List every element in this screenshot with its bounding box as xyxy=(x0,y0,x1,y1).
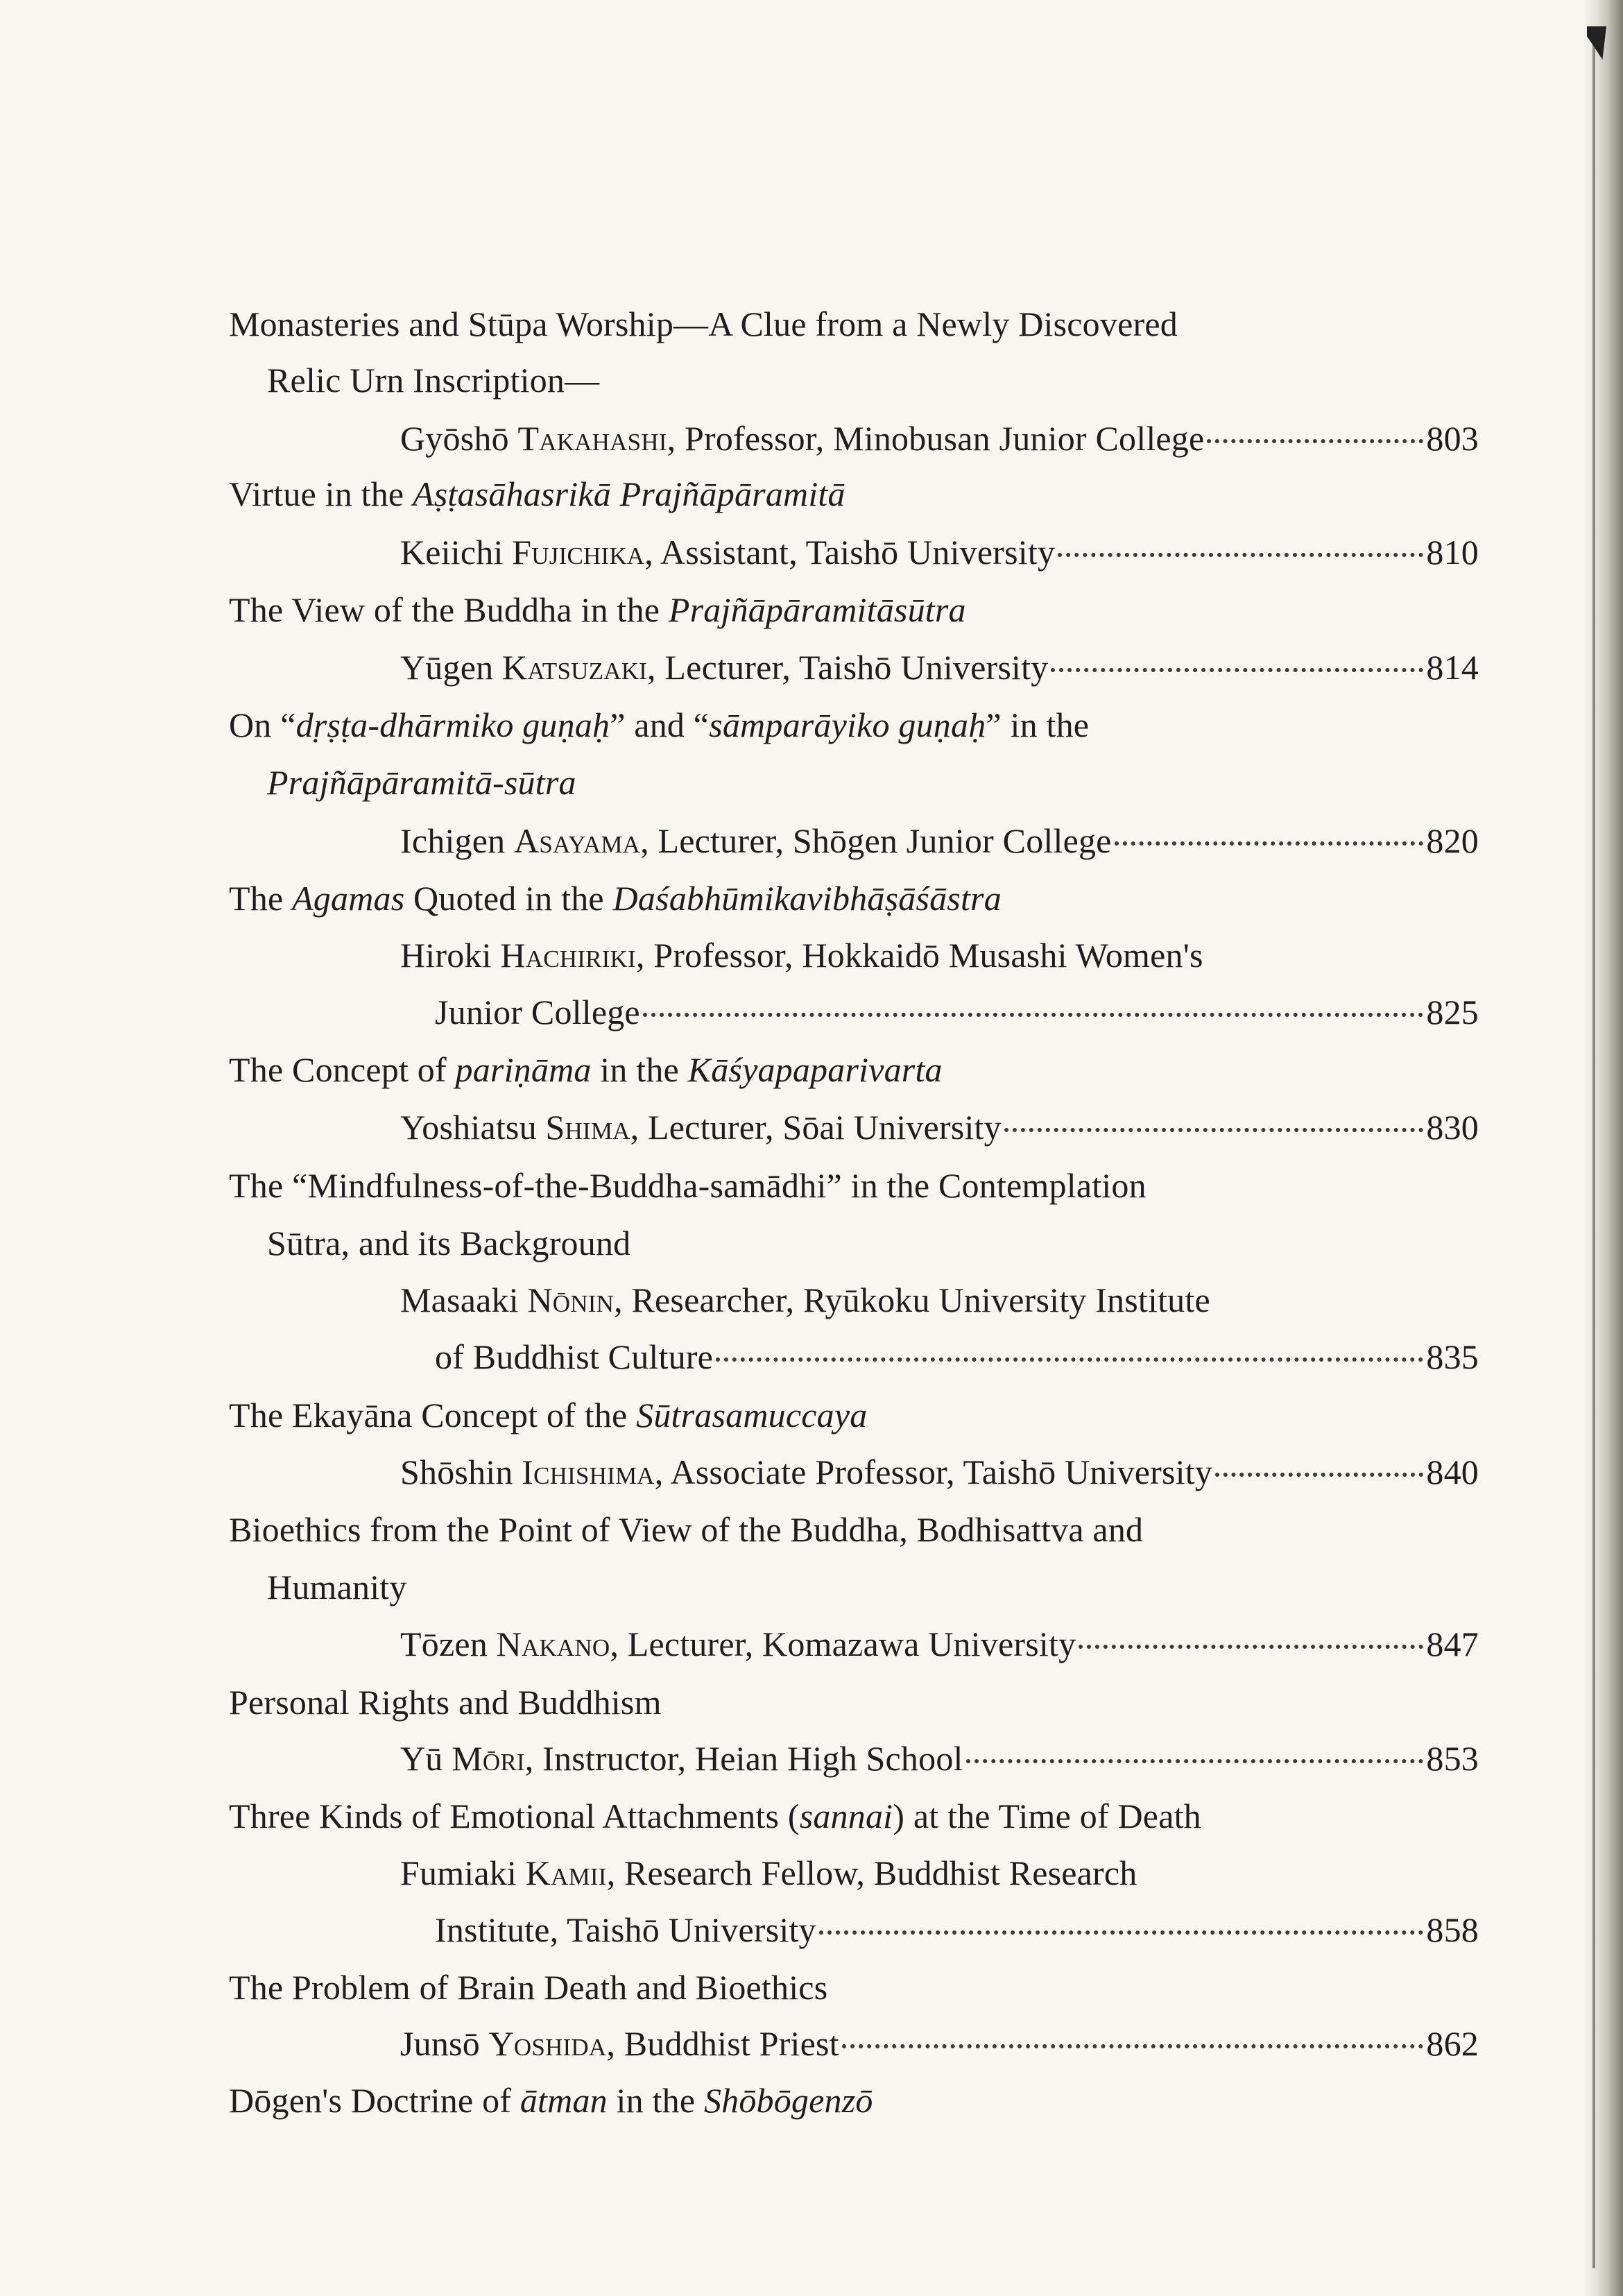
italic-title: Sūtrasamuccaya xyxy=(636,1396,868,1434)
author-given-name: Hiroki xyxy=(400,936,492,975)
author-affiliation: , Lecturer, Sōai University xyxy=(630,1108,1002,1147)
entry-author-continued xyxy=(435,990,1479,1034)
author-given-name: Junsō xyxy=(400,2024,480,2063)
author-given-name: Yū xyxy=(400,1739,443,1778)
author-affiliation: , Research Fellow, Buddhist Research xyxy=(606,1853,1137,1892)
page-number: 820 xyxy=(1426,821,1479,860)
author-affiliation: , Researcher, Ryūkoku University Institute xyxy=(614,1280,1210,1319)
entry-author-line xyxy=(400,933,1479,977)
author-affiliation: , Instructor, Heian High School xyxy=(524,1739,963,1778)
entry-author-line xyxy=(400,530,1479,574)
entry-author-line xyxy=(400,1105,1479,1149)
author-given-name: Masaaki xyxy=(400,1280,519,1319)
entry-author-continued xyxy=(435,1335,1479,1379)
entry-title: Dōgen's Doctrine of ātman in the Shōbōgenzō xyxy=(229,2081,873,2120)
dot-leader xyxy=(716,1357,1423,1362)
author-surname: Fujichika xyxy=(512,533,645,572)
author-affiliation: , Associate Professor, Taishō University xyxy=(654,1453,1213,1491)
entry-title: The View of the Buddha in the Prajñāpāramitāsūtra xyxy=(229,590,966,629)
author-affiliation: , Lecturer, Taishō University xyxy=(647,648,1049,687)
entry-title: On “dṛṣṭa-dhārmiko guṇaḥ” and “sāmparāyiko guṇaḥ” in the xyxy=(229,705,1090,744)
author-affiliation: of Buddhist Culture xyxy=(435,1337,714,1376)
author-affiliation: , Lecturer, Shōgen Junior College xyxy=(640,821,1112,860)
entry-title: Bioethics from the Point of View of the Buddha, Bodhisattva and xyxy=(229,1510,1144,1549)
entry-title: The Problem of Brain Death and Bioethics xyxy=(229,1968,828,2007)
author-affiliation: , Buddhist Priest xyxy=(606,2024,839,2063)
author-affiliation: , Assistant, Taishō University xyxy=(644,533,1056,572)
dot-leader xyxy=(1004,1127,1424,1132)
entry-title-continued: Relic Urn Inscription— xyxy=(267,361,600,400)
entry-title: The Ekayāna Concept of the Sūtrasamuccaya xyxy=(229,1396,868,1434)
page-number: 803 xyxy=(1426,419,1479,458)
dot-leader xyxy=(1215,1472,1423,1477)
page-number: 830 xyxy=(1426,1108,1479,1147)
dot-leader xyxy=(1115,841,1424,846)
dot-leader xyxy=(1207,438,1423,443)
entry-title: The “Mindfulness-of-the-Buddha-samādhi” in the Contemplation xyxy=(229,1166,1147,1205)
page-number: 847 xyxy=(1426,1625,1479,1663)
entry-author-continued xyxy=(435,1908,1479,1952)
author-given-name: Yoshiatsu xyxy=(400,1108,537,1147)
dot-leader xyxy=(643,1012,1424,1017)
page-number: 853 xyxy=(1426,1739,1479,1778)
entry-author-line xyxy=(400,1450,1479,1494)
entry-title: Virtue in the Aṣṭasāhasrikā Prajñāpāramitā xyxy=(229,474,845,513)
entry-title: Personal Rights and Buddhism xyxy=(229,1683,662,1722)
dot-leader xyxy=(1079,1644,1423,1649)
author-surname: Nakano xyxy=(496,1625,610,1663)
page-number: 858 xyxy=(1426,1910,1479,1949)
entry-author-line xyxy=(400,2021,1479,2066)
author-given-name: Gyōshō xyxy=(400,419,509,458)
entry-title: The Agamas Quoted in the Daśabhūmikavibhāṣāśāstra xyxy=(229,879,1002,918)
entry-title: Monasteries and Stūpa Worship—A Clue from a Newly Discovered xyxy=(229,305,1178,343)
page-number: 810 xyxy=(1426,533,1479,572)
author-affiliation: Institute, Taishō University xyxy=(435,1910,816,1949)
entry-author-line xyxy=(400,819,1479,863)
page-number: 862 xyxy=(1426,2024,1479,2063)
dot-leader xyxy=(842,2044,1424,2048)
italic-title: Aṣṭasāhasrikā Prajñāpāramitā xyxy=(413,474,845,513)
entry-title-continued: Sūtra, and its Background xyxy=(267,1224,631,1262)
dot-leader xyxy=(966,1758,1424,1763)
author-surname: Mōri xyxy=(452,1739,525,1778)
author-affiliation: Junior College xyxy=(435,993,640,1031)
entry-title: The Concept of pariṇāma in the Kāśyapaparivarta xyxy=(229,1050,943,1089)
author-surname: Hachiriki xyxy=(500,936,636,975)
dot-leader xyxy=(1058,552,1423,557)
entry-author-line xyxy=(400,1278,1479,1322)
entry-author-line xyxy=(400,1622,1479,1666)
author-surname: Kamii xyxy=(525,1853,607,1892)
page-number: 825 xyxy=(1426,993,1479,1031)
author-surname: Shima xyxy=(545,1108,630,1147)
dot-leader xyxy=(819,1930,1424,1935)
entry-title: Three Kinds of Emotional Attachments (sannai) at the Time of Death xyxy=(229,1797,1201,1835)
author-given-name: Yūgen xyxy=(400,648,494,687)
author-given-name: Fumiaki xyxy=(400,1853,517,1892)
author-surname: Nōnin xyxy=(527,1280,615,1319)
author-surname: Yoshida xyxy=(488,2024,607,2063)
italic-title: Prajñāpāramitāsūtra xyxy=(668,590,966,629)
entry-author-line xyxy=(400,1851,1479,1895)
entry-title-continued: Humanity xyxy=(267,1568,407,1607)
entry-author-line xyxy=(400,1736,1479,1781)
author-given-name: Tōzen xyxy=(400,1625,488,1663)
author-given-name: Ichigen xyxy=(400,821,506,860)
dot-leader xyxy=(1051,667,1423,672)
author-surname: Ichishima xyxy=(522,1453,655,1491)
author-given-name: Shōshin xyxy=(400,1453,513,1491)
page-number: 835 xyxy=(1426,1337,1479,1376)
author-affiliation: , Professor, Minobusan Junior College xyxy=(667,419,1205,458)
author-surname: Takahashi xyxy=(517,419,667,458)
entry-title-continued: Prajñāpāramitā-sūtra xyxy=(267,763,576,802)
author-affiliation: , Lecturer, Komazawa University xyxy=(610,1625,1076,1663)
page-number: 814 xyxy=(1426,648,1479,687)
entry-author-line xyxy=(400,416,1479,461)
author-surname: Katsuzaki xyxy=(502,648,648,687)
entry-author-line xyxy=(400,645,1479,689)
author-affiliation: , Professor, Hokkaidō Musashi Women's xyxy=(635,936,1203,975)
page-number: 840 xyxy=(1426,1453,1479,1491)
author-given-name: Keiichi xyxy=(400,533,504,572)
author-surname: Asayama xyxy=(514,821,641,860)
